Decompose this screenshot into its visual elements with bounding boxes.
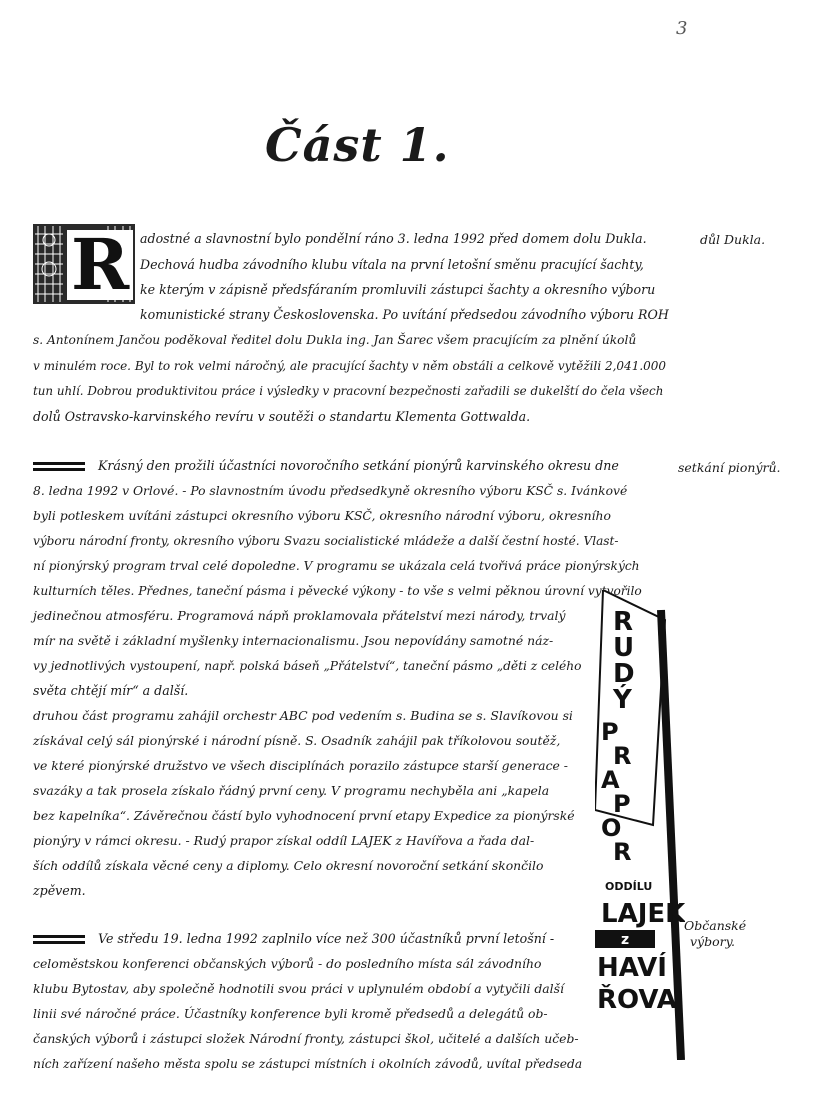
text-line: svazáky a tak prosela získalo řádný první ceny. V programu nechyběla ani „kapela [33, 783, 550, 798]
logo-z: z [621, 932, 630, 948]
text-line: čanských výborů i zástupci složek Národní fronty, zástupci škol, učitelé a dalších učeb- [33, 1031, 579, 1046]
text-line: zpěvem. [33, 883, 86, 898]
text-line: ších oddílů získala věcné ceny a diplomy. Celo okresní novoroční setkání skončilo [33, 858, 544, 873]
text-line: ve které pionýrské družstvo ve všech disciplínách porazilo zástupce starší generace - [33, 758, 568, 773]
logo-city-line1: HAVÍ [597, 953, 667, 983]
text-line: s. Antonínem Jančou poděkoval ředitel dolu Dukla ing. Jan Šarec všem pracujícím za plnění úkolů [33, 333, 637, 347]
logo-oddilu: ODDÍLU [605, 880, 653, 893]
text-line: komunistické strany Československa. Po uvítání předsedou závodního výboru ROH [140, 307, 669, 322]
dropcap-letter: R [67, 230, 133, 300]
dropcap-ornament [33, 224, 135, 304]
text-line: v minulém roce. Byl to rok velmi náročný, ale pracující šachty v něm obstáli a celkově vytěžili 2,041.000 [33, 359, 667, 373]
text-line: 8. ledna 1992 v Orlové. - Po slavnostním úvodu předsedkyně okresního výboru KSČ s. Ivánkové [33, 484, 628, 498]
text-line: Krásný den prožili účastníci novoročního setkání pionýrů karvinského okresu dne [98, 458, 619, 473]
margin-note-committees-1: Občanské [684, 918, 747, 933]
margin-note-dukla: důl Dukla. [700, 232, 766, 247]
red-flag-logo [595, 590, 685, 1060]
text-line: linii své náročné práce. Účastníky konference byli kromě předsedů a delegátů ob- [33, 1006, 548, 1021]
logo-lajek: LAJEK [601, 899, 685, 929]
page-number: 3 [676, 18, 688, 39]
text-line: tun uhlí. Dobrou produktivitou práce i výsledky v pracovní bezpečnosti zařadili se dukelští do čela všech [33, 384, 664, 398]
text-line: Dechová hudba závodního klubu vítala na první letošní směnu pracující šachty, [140, 257, 644, 272]
text-line: získával celý sál pionýrské i národní písně. S. Osadník zahájil pak tříkolovou soutěž, [33, 733, 561, 748]
text-line: celoměstskou konferenci občanských výborů - do posledního místa sál závodního [33, 956, 542, 971]
text-line: bez kapelníka“. Závěrečnou částí bylo vyhodnocení první etapy Expedice za pionýrské [33, 808, 575, 823]
margin-note-committees-2: výbory. [690, 934, 736, 949]
text-line: klubu Bytostav, aby společně hodnotili svou práci v uplynulém období a vytyčili další [33, 981, 564, 996]
margin-note-pioneers: setkání pionýrů. [678, 460, 781, 475]
logo-word-rudy: R U D Ý [613, 607, 635, 715]
text-line: druhou část programu zahájil orchestr ABC pod vedením s. Budina se s. Slavíkovou si [33, 708, 573, 723]
section-bullet [33, 935, 85, 944]
text-line: výboru národní fronty, okresního výboru Svazu socialistické mládeže a další čestní hosté. Vlast- [33, 534, 619, 548]
text-line: mír na světě i základní myšlenky internacionalismu. Jsou nepovídány samotné náz- [33, 633, 554, 648]
text-line: kulturních těles. Přednes, taneční pásma i pěvecké výkony - to vše s velmi pěknou úrovní vytvořilo [33, 584, 642, 598]
text-line: dolů Ostravsko-karvinského revíru v soutěži o standartu Klementa Gottwalda. [33, 409, 531, 424]
text-line: jedinečnou atmosféru. Programová nápň proklamovala přátelství mezi národy, trvalý [33, 608, 566, 623]
section-bullet [33, 462, 85, 471]
chapter-heading: Část 1. [265, 118, 450, 172]
logo-word-prapor: P R A P O R [601, 718, 632, 866]
text-line: adostné a slavnostní bylo pondělní ráno 3. ledna 1992 před domem dolu Dukla. [140, 231, 647, 246]
text-line: pionýry v rámci okresu. - Rudý prapor získal oddíl LAJEK z Havířova a řada dal- [33, 833, 535, 848]
text-line: vy jednotlivých vystoupení, např. polská báseň „Přátelství“, taneční pásmo „děti z celého [33, 659, 582, 673]
text-line: ní pionýrský program trval celé dopoledne. V programu se ukázala celá tvořivá práce pionýrských [33, 559, 640, 573]
text-line: světa chtějí mír“ a další. [33, 683, 189, 698]
text-line: byli potleskem uvítáni zástupci okresního výboru KSČ, okresního národní výboru, okresního [33, 508, 611, 523]
logo-city-line2: ŘOVA [597, 985, 677, 1015]
text-line: ke kterým v zápisně předsfáraním promluvili zástupci šachty a okresního výboru [140, 282, 656, 297]
text-line: Ve středu 19. ledna 1992 zaplnilo více než 300 účastníků první letošní - [98, 931, 555, 946]
text-line: ních zařízení našeho města spolu se zástupci místních i okolních závodů, uvítal předseda [33, 1057, 583, 1071]
